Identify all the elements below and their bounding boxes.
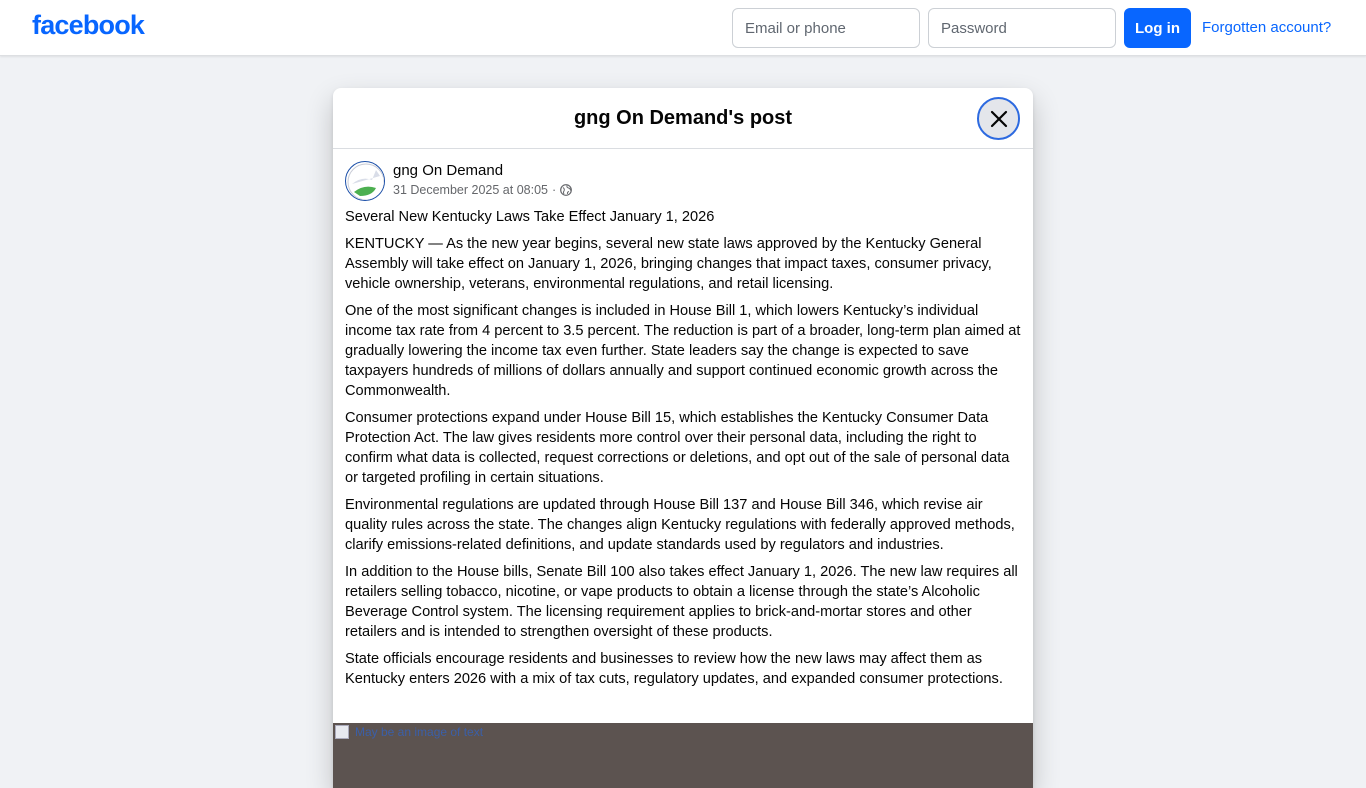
post-text — [345, 207, 1025, 696]
login-button[interactable]: Log in — [1124, 8, 1191, 48]
globe-icon — [560, 184, 572, 196]
top-bar — [0, 0, 1366, 56]
facebook-logo[interactable]: facebook — [32, 10, 145, 40]
image-alt-text: May be an image of text — [355, 725, 484, 739]
post-paragraph: Environmental regulations are updated through House Bill 137 and House Bill 346, which revise air quality rules across the state. The changes align Kentucky regulations with federally approved methods, clarify emissions-related definitions, and update standards used by regulators and industries. — [345, 497, 1015, 553]
close-button[interactable] — [977, 97, 1020, 140]
broken-image-icon — [335, 725, 349, 739]
post-paragraph: State officials encourage residents and businesses to review how the new laws may affect them as Kentucky enters 2026 with a mix of tax cuts, regulatory updates, and expanded consumer protections. — [345, 651, 1003, 687]
dialog-title: gng On Demand's post — [573, 107, 793, 129]
post-paragraph: Consumer protections expand under House Bill 15, which establishes the Kentucky Consumer Data Protection Act. The law gives residents more control over their personal data, including the right to confirm what data is collected, request corrections or deletions, and opt out of the sale of personal data or targeted profiling in certain situations. — [345, 410, 1010, 486]
close-icon — [990, 110, 1008, 128]
password-input[interactable] — [928, 8, 1116, 48]
post-paragraph: In addition to the House bills, Senate Bill 100 also takes effect January 1, 2026. The new law requires all retailers selling tobacco, nicotine, or vape products to obtain a license through the state’s Alcoholic Beverage Control system. The licensing requirement applies to brick-and-mortar stores and other retailers and is intended to strengthen oversight of these products. — [345, 564, 1018, 640]
post-timestamp[interactable]: 31 December 2025 at 08:05 — [393, 183, 548, 197]
post-dialog — [333, 88, 1033, 788]
email-input[interactable] — [732, 8, 920, 48]
author-name[interactable]: gng On Demand — [393, 162, 504, 179]
post-paragraph: One of the most significant changes is included in House Bill 1, which lowers Kentucky’s individual income tax rate from 4 percent to 3.5 percent. The reduction is part of a broader, long-term plan aimed at gradually lowering the income tax even further. State leaders say the change is expected to save taxpayers hundreds of millions of dollars annually and support continued economic growth across the Commonwealth. — [345, 303, 1021, 399]
forgotten-account-link[interactable]: Forgotten account? — [1202, 19, 1332, 36]
dialog-header — [333, 88, 1033, 149]
avatar[interactable] — [345, 161, 385, 201]
post-meta — [393, 183, 572, 197]
post-paragraph: KENTUCKY — As the new year begins, several new state laws approved by the Kentucky General Assembly will take effect on January 1, 2026, bringing changes that impact taxes, consumer privacy, vehicle ownership, veterans, environmental regulations, and retail licensing. — [345, 236, 992, 292]
post-image[interactable] — [333, 723, 1033, 788]
meta-separator: · — [551, 183, 557, 197]
post-headline: Several New Kentucky Laws Take Effect January 1, 2026 — [345, 209, 715, 225]
post-header — [345, 161, 1021, 201]
